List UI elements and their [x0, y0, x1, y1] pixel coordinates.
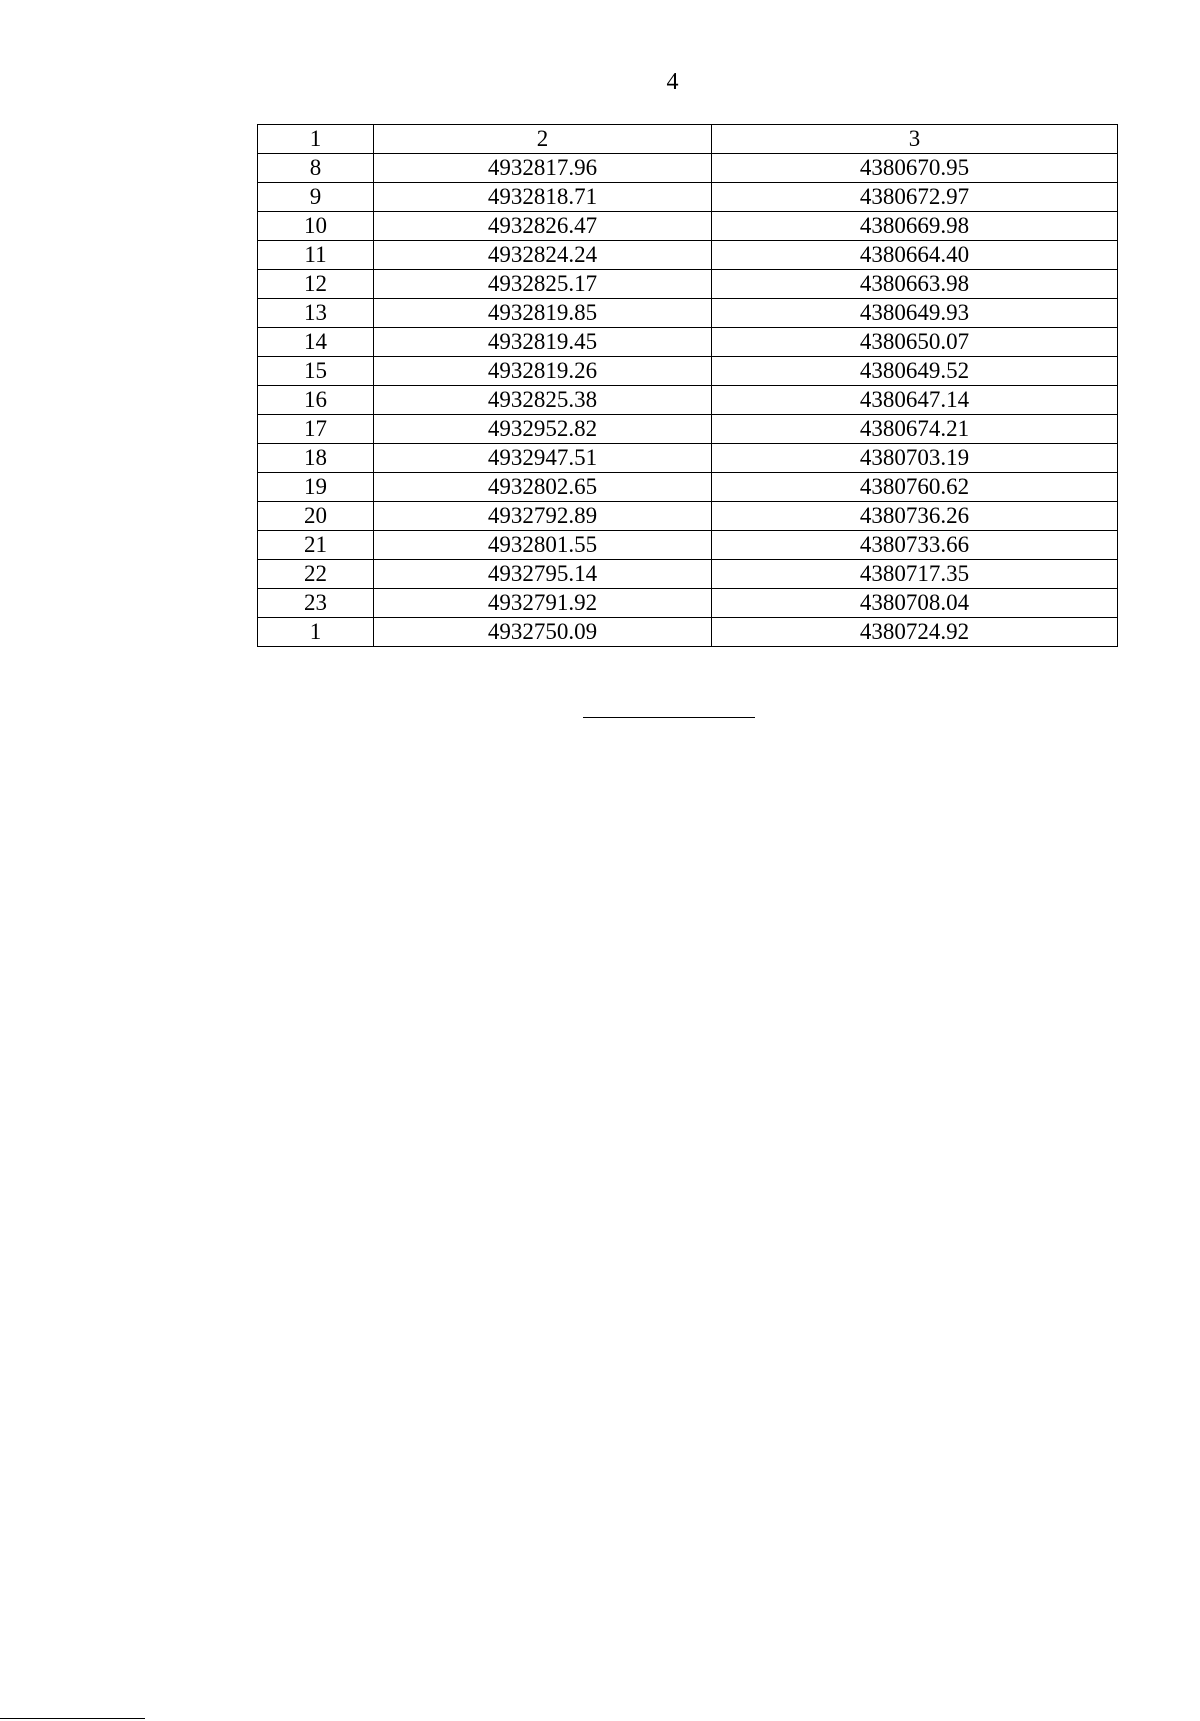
coordinate-x: 4932801.55	[374, 531, 712, 560]
coordinate-x: 4932825.17	[374, 270, 712, 299]
page-number: 4	[666, 69, 679, 95]
coordinate-y: 4380672.97	[712, 183, 1118, 212]
point-number: 8	[258, 154, 374, 183]
coordinate-x: 4932819.26	[374, 357, 712, 386]
coordinate-x: 4932750.09	[374, 618, 712, 647]
point-number: 22	[258, 560, 374, 589]
table-row	[258, 241, 1118, 270]
coordinate-y: 4380724.92	[712, 618, 1118, 647]
coordinate-y: 4380703.19	[712, 444, 1118, 473]
coordinate-y: 4380664.40	[712, 241, 1118, 270]
table-row	[258, 560, 1118, 589]
footer-divider	[0, 1718, 145, 1719]
point-number: 11	[258, 241, 374, 270]
table-row	[258, 299, 1118, 328]
column-number-1: 1	[258, 125, 374, 154]
coordinate-y: 4380733.66	[712, 531, 1118, 560]
coordinate-y: 4380670.95	[712, 154, 1118, 183]
table-row	[258, 328, 1118, 357]
point-number: 20	[258, 502, 374, 531]
table-row	[258, 502, 1118, 531]
point-number: 19	[258, 473, 374, 502]
coordinate-x: 4932826.47	[374, 212, 712, 241]
point-number: 15	[258, 357, 374, 386]
coordinate-y: 4380650.07	[712, 328, 1118, 357]
coordinate-x: 4932795.14	[374, 560, 712, 589]
point-number: 1	[258, 618, 374, 647]
table-row	[258, 212, 1118, 241]
table-row	[258, 444, 1118, 473]
table-row	[258, 183, 1118, 212]
coordinate-x: 4932819.45	[374, 328, 712, 357]
coordinate-x: 4932792.89	[374, 502, 712, 531]
column-number-2: 2	[374, 125, 712, 154]
end-divider	[583, 717, 755, 718]
point-number: 14	[258, 328, 374, 357]
coordinate-x: 4932819.85	[374, 299, 712, 328]
coordinate-y: 4380647.14	[712, 386, 1118, 415]
table-row	[258, 473, 1118, 502]
point-number: 17	[258, 415, 374, 444]
coordinate-y: 4380663.98	[712, 270, 1118, 299]
table-row	[258, 531, 1118, 560]
table-row	[258, 270, 1118, 299]
coordinate-y: 4380760.62	[712, 473, 1118, 502]
coordinate-y: 4380649.52	[712, 357, 1118, 386]
coordinates-table	[257, 124, 1118, 647]
point-number: 12	[258, 270, 374, 299]
table-row	[258, 618, 1118, 647]
coordinate-y: 4380736.26	[712, 502, 1118, 531]
coordinate-y: 4380649.93	[712, 299, 1118, 328]
point-number: 21	[258, 531, 374, 560]
coordinate-y: 4380669.98	[712, 212, 1118, 241]
coordinate-x: 4932952.82	[374, 415, 712, 444]
column-number-3: 3	[712, 125, 1118, 154]
coordinate-y: 4380717.35	[712, 560, 1118, 589]
coordinate-x: 4932802.65	[374, 473, 712, 502]
coordinate-x: 4932818.71	[374, 183, 712, 212]
table-row	[258, 415, 1118, 444]
coordinate-x: 4932824.24	[374, 241, 712, 270]
table-row	[258, 589, 1118, 618]
point-number: 13	[258, 299, 374, 328]
coordinate-y: 4380708.04	[712, 589, 1118, 618]
coordinate-x: 4932947.51	[374, 444, 712, 473]
coordinate-x: 4932817.96	[374, 154, 712, 183]
table-header-row	[258, 125, 1118, 154]
point-number: 10	[258, 212, 374, 241]
point-number: 9	[258, 183, 374, 212]
table-row	[258, 357, 1118, 386]
coordinate-y: 4380674.21	[712, 415, 1118, 444]
point-number: 23	[258, 589, 374, 618]
point-number: 18	[258, 444, 374, 473]
point-number: 16	[258, 386, 374, 415]
table-row	[258, 386, 1118, 415]
coordinate-x: 4932791.92	[374, 589, 712, 618]
table-row	[258, 154, 1118, 183]
coordinate-x: 4932825.38	[374, 386, 712, 415]
coordinates-table-body	[258, 125, 1118, 647]
